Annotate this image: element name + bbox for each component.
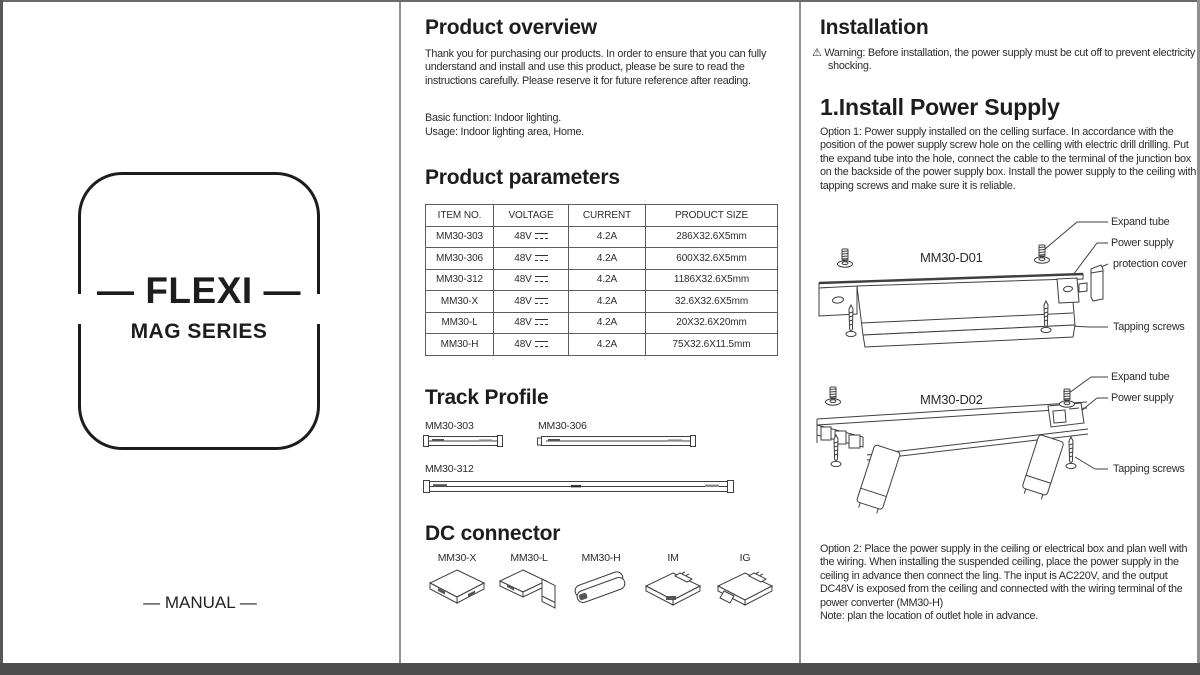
- track-303-drawing: [423, 434, 503, 448]
- track-profile-title: Track Profile: [425, 386, 549, 409]
- track-312-drawing: [423, 478, 735, 494]
- table-row: [426, 269, 778, 291]
- voltage-value: 48V: [514, 274, 532, 286]
- col-header-size: PRODUCT SIZE: [646, 205, 778, 227]
- track-306-drawing: [536, 434, 696, 448]
- col-header-item: ITEM NO.: [426, 205, 494, 227]
- d01-callout-power-supply: Power supply: [1111, 237, 1174, 249]
- cell-voltage: [494, 226, 569, 248]
- cell-current: 4.2A: [569, 334, 646, 356]
- table-row: [426, 291, 778, 313]
- track-303-label: MM30-303: [425, 420, 474, 432]
- connector-ig-label: IG: [739, 552, 751, 564]
- table-row: [426, 226, 778, 248]
- col-header-voltage: VOLTAGE: [494, 205, 569, 227]
- brand-title: — FLEXI —: [97, 270, 301, 311]
- cell-current: 4.2A: [569, 291, 646, 313]
- connector-mm30h-label: MM30-H: [581, 552, 621, 564]
- d01-callout-tapping-screws: Tapping screws: [1113, 321, 1185, 333]
- voltage-value: 48V: [514, 317, 532, 329]
- track-312-label: MM30-312: [425, 463, 474, 475]
- table-row: [426, 312, 778, 334]
- diagram-d01-drawing: [805, 213, 1197, 363]
- cell-current: 4.2A: [569, 248, 646, 270]
- connector-mm30l-label: MM30-L: [510, 552, 548, 564]
- cell-size: 600X32.6X5mm: [646, 248, 778, 270]
- d01-callout-protection-cover: protection cover: [1113, 258, 1187, 270]
- d02-callout-expand-tube: Expand tube: [1111, 371, 1170, 383]
- voltage-value: 48V: [514, 295, 532, 307]
- cell-item: MM30-H: [426, 334, 494, 356]
- page-border-bottom: [0, 663, 1200, 675]
- dc-symbol: [535, 297, 548, 305]
- column-divider-left: [399, 2, 401, 663]
- d02-callout-tapping-screws: Tapping screws: [1113, 463, 1185, 475]
- option2-block: [820, 543, 1198, 623]
- warning-text: Warning: Before installation, the power supply must be cut off to prevent electricity shocking.: [824, 47, 1196, 73]
- install-power-supply-title: 1.Install Power Supply: [820, 94, 1060, 120]
- cell-size: 1186X32.6X5mm: [646, 269, 778, 291]
- cell-size: 32.6X32.6X5mm: [646, 291, 778, 313]
- dc-symbol: [535, 232, 548, 240]
- d02-callout-power-supply: Power supply: [1111, 392, 1174, 404]
- cell-item: MM30-306: [426, 248, 494, 270]
- voltage-value: 48V: [514, 338, 532, 350]
- cell-current: 4.2A: [569, 226, 646, 248]
- col-header-current: CURRENT: [569, 205, 646, 227]
- page-border-left: [0, 0, 3, 675]
- dc-connector-title: DC connector: [425, 522, 561, 545]
- connector-im-label: IM: [667, 552, 679, 564]
- dc-connector-item: [637, 552, 709, 615]
- parameters-table: [425, 204, 778, 356]
- installation-title: Installation: [820, 16, 929, 39]
- voltage-value: 48V: [514, 231, 532, 243]
- cell-size: 286X32.6X5mm: [646, 226, 778, 248]
- cell-size: 20X32.6X20mm: [646, 312, 778, 334]
- connector-ig-drawing: [714, 565, 776, 615]
- connector-mm30x-drawing: [426, 565, 488, 615]
- manual-label: — MANUAL —: [143, 593, 257, 612]
- cell-voltage: [494, 248, 569, 270]
- d01-label: MM30-D01: [920, 250, 983, 265]
- parameters-title: Product parameters: [425, 166, 620, 189]
- cell-item: MM30-L: [426, 312, 494, 334]
- option2-paragraph: Option 2: Place the power supply in the ceiling or electrical box and plan well with the wiring. When installing the suspended ceiling, place the power supply in the ceiling in advance then connect the ling. The input is AC220V, and the output DC48V is exposed from the ceiling and connected with the wiring terminal of the power converter (MM30-H): [820, 543, 1188, 609]
- page-border-top: [0, 0, 1200, 2]
- cell-voltage: [494, 334, 569, 356]
- table-row: [426, 334, 778, 356]
- cell-current: 4.2A: [569, 269, 646, 291]
- dc-symbol: [535, 275, 548, 283]
- cell-voltage: [494, 312, 569, 334]
- connector-mm30x-label: MM30-X: [437, 552, 477, 564]
- column-divider-right: [799, 2, 801, 663]
- note-line: Note: plan the location of outlet hole in advance.: [820, 610, 1038, 623]
- dc-symbol: [535, 254, 548, 262]
- dc-symbol: [535, 340, 548, 348]
- dc-symbol: [535, 318, 548, 326]
- table-row: [426, 248, 778, 270]
- dc-connector-item: [565, 552, 637, 615]
- table-header-row: [426, 205, 778, 227]
- d02-label: MM30-D02: [920, 392, 983, 407]
- connector-im-drawing: [642, 565, 704, 615]
- cell-current: 4.2A: [569, 312, 646, 334]
- dc-connector-row: [421, 552, 781, 615]
- dc-connector-item: [493, 552, 565, 615]
- d01-callout-expand-tube: Expand tube: [1111, 216, 1170, 228]
- brand-subtitle: MAG SERIES: [130, 320, 268, 343]
- cell-voltage: [494, 291, 569, 313]
- cell-item: MM30-X: [426, 291, 494, 313]
- overview-paragraph: Thank you for purchasing our products. In order to ensure that you can fully understand and install and use this product, please be sure to read the instructions carefully. Please reserve it for future reference after reading.: [425, 48, 767, 87]
- dc-connector-item: [421, 552, 493, 615]
- warning-icon: ⚠: [812, 47, 822, 59]
- connector-mm30h-drawing: [570, 565, 632, 615]
- usage-line: Usage: Indoor lighting area, Home.: [425, 126, 584, 138]
- installation-warning: [812, 47, 1200, 74]
- diagram-d02: [805, 365, 1197, 525]
- diagram-d02-drawing: [805, 365, 1197, 525]
- cell-item: MM30-312: [426, 269, 494, 291]
- voltage-value: 48V: [514, 252, 532, 264]
- cell-voltage: [494, 269, 569, 291]
- basic-function-line: Basic function: Indoor lighting.: [425, 112, 562, 124]
- cell-size: 75X32.6X11.5mm: [646, 334, 778, 356]
- option1-paragraph: Option 1: Power supply installed on the celling surface. In accordance with the position of the power supply screw hole on the celling with electric drill drilling. Put the expand tube into the hole, connect the cable to the terminal of the junction box on the backside of the power supply box. Install the power supply to the ceiling with tapping screws and make sure it is reliable.: [820, 126, 1197, 192]
- cell-item: MM30-303: [426, 226, 494, 248]
- diagram-d01: [805, 213, 1197, 363]
- track-306-label: MM30-306: [538, 420, 587, 432]
- overview-title: Product overview: [425, 16, 597, 39]
- connector-mm30l-drawing: [498, 565, 560, 615]
- dc-connector-item: [709, 552, 781, 615]
